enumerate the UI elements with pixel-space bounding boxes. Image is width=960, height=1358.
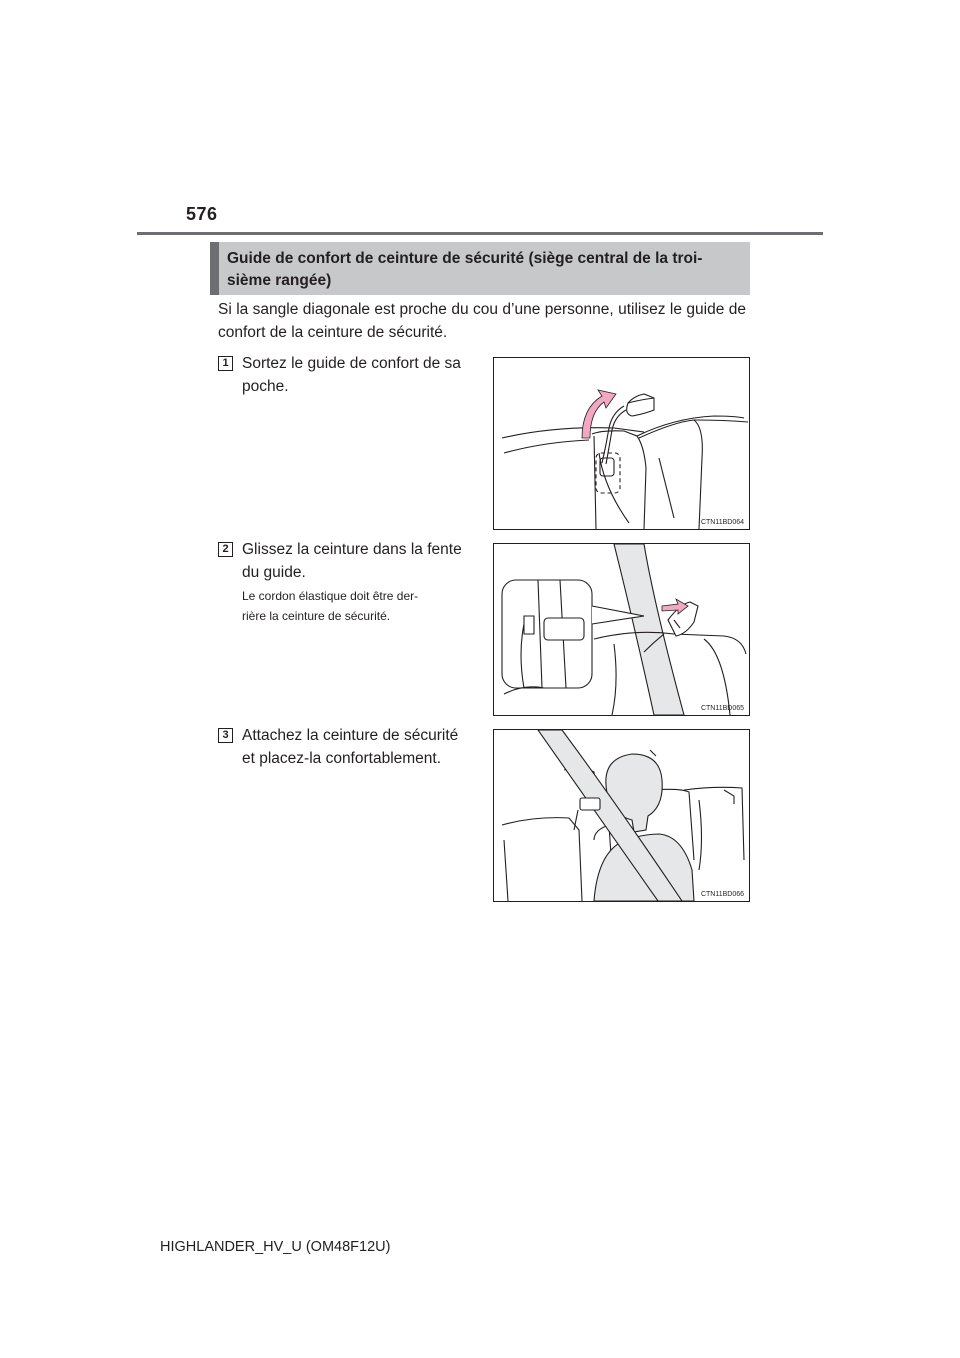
step-1-text-line2: poche. bbox=[242, 378, 289, 395]
step-3-text-line2: et placez-la confortablement. bbox=[242, 750, 442, 767]
step-2-note-line2: rière la ceinture de sécurité. bbox=[242, 609, 391, 623]
section-title-line1: Guide de confort de ceinture de sécurité (siège central de la troi- bbox=[227, 250, 703, 267]
step-1-number: 1 bbox=[218, 356, 233, 371]
seat-guide-illustration-2 bbox=[494, 544, 749, 715]
step-2-text-line1: Glissez la ceinture dans la fente bbox=[242, 541, 462, 558]
header-rule bbox=[137, 232, 823, 235]
section-header bbox=[210, 242, 750, 295]
figure-code-2: CTN11BD065 bbox=[700, 705, 744, 712]
step-3-number: 3 bbox=[218, 728, 233, 743]
step-1-text bbox=[242, 352, 478, 398]
step-2-text bbox=[242, 538, 478, 584]
seat-guide-illustration-1 bbox=[494, 358, 749, 529]
figure-fasten-belt bbox=[493, 729, 750, 902]
figure-code-1: CTN11BD064 bbox=[700, 519, 744, 526]
step-3-text-line1: Attachez la ceinture de sécurité bbox=[242, 727, 459, 744]
figure-code-3: CTN11BD066 bbox=[700, 891, 744, 898]
step-3-text bbox=[242, 724, 478, 770]
figure-slide-belt bbox=[493, 543, 750, 716]
step-2-note-line1: Le cordon élastique doit être der- bbox=[242, 589, 419, 603]
step-2-note bbox=[242, 586, 478, 626]
figure-pull-out-guide bbox=[493, 357, 750, 530]
step-2-text-line2: du guide. bbox=[242, 564, 306, 581]
section-title-line2: sième rangée) bbox=[227, 272, 332, 289]
seat-guide-illustration-3 bbox=[494, 730, 749, 901]
step-2-number: 2 bbox=[218, 542, 233, 557]
page-number: 576 bbox=[186, 204, 218, 224]
footer-model-code: HIGHLANDER_HV_U (OM48F12U) bbox=[160, 1239, 391, 1255]
intro-paragraph: Si la sangle diagonale est proche du cou d’une personne, utilisez le guide de confort de la ceinture de sécurité. bbox=[218, 301, 746, 341]
step-1-text-line1: Sortez le guide de confort de sa bbox=[242, 355, 461, 372]
